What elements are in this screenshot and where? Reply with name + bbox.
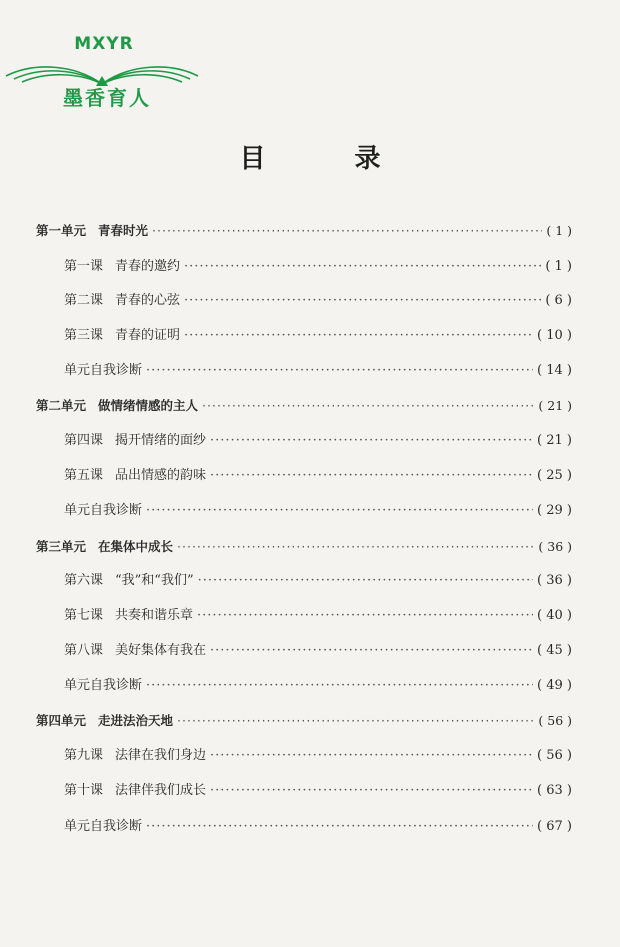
dot-leader (202, 396, 534, 416)
toc-lesson-row[interactable] (64, 571, 572, 591)
toc-lesson-row[interactable] (64, 466, 572, 486)
toc-lesson-row[interactable] (64, 431, 572, 451)
dot-leader (184, 326, 533, 346)
toc-entry-label (64, 676, 142, 696)
toc-entry-title: 青春时光 (98, 223, 149, 238)
toc-page-number: ( 1 ) (545, 259, 572, 274)
toc-entry-number: 第一单元 (36, 223, 87, 238)
toc-entry-title: 青春的邀约 (115, 259, 181, 274)
toc-entry-title: 法律在我们身边 (115, 748, 207, 763)
toc-entry-number: 第二课 (64, 293, 104, 308)
dot-leader (210, 781, 533, 801)
dot-leader (146, 361, 533, 381)
toc-entry-number: 第一课 (64, 259, 104, 274)
toc-entry-title: 单元自我诊断 (64, 363, 143, 378)
toc-entry-label (64, 326, 180, 346)
toc-page-number: ( 21 ) (537, 433, 572, 448)
toc-page-number: ( 45 ) (537, 643, 572, 658)
toc-entry-label (36, 221, 148, 241)
toc-page-number: ( 6 ) (545, 293, 572, 308)
toc-entry-number: 第四课 (64, 433, 104, 448)
toc-entry-number: 第七课 (64, 608, 104, 623)
toc-entry-label (64, 571, 194, 591)
toc-entry-number: 第八课 (64, 643, 104, 658)
dot-leader (210, 431, 533, 451)
toc-page-number: ( 40 ) (537, 608, 572, 623)
toc-entry-label (64, 361, 142, 381)
toc-entry-label (64, 817, 142, 837)
toc-entry-title: 做情绪情感的主人 (98, 398, 199, 413)
toc-entry-title: 在集体中成长 (98, 539, 174, 554)
toc-entry-title: 青春的心弦 (115, 293, 181, 308)
logo-name-text: 墨香育人 (63, 86, 151, 110)
toc-entry-label (64, 781, 206, 801)
dot-leader (210, 641, 533, 661)
toc-unit-row[interactable] (36, 396, 572, 416)
toc-entry-number: 第五课 (64, 468, 104, 483)
toc-entry-label (64, 746, 206, 766)
toc-lesson-row[interactable] (64, 746, 572, 766)
toc-unit-row[interactable] (36, 711, 572, 731)
toc-entry-label (64, 606, 193, 626)
toc-lesson-row[interactable] (64, 361, 572, 381)
toc-page-number: ( 1 ) (546, 223, 572, 238)
dot-leader (177, 537, 534, 557)
toc-page-number: ( 10 ) (537, 328, 572, 343)
toc-lesson-row[interactable] (64, 641, 572, 661)
toc-entry-title: 美好集体有我在 (115, 643, 207, 658)
toc-page-number: ( 56 ) (537, 748, 572, 763)
toc-unit-row[interactable] (36, 221, 572, 241)
toc-lesson-row[interactable] (64, 291, 572, 311)
page-title: 目 录 (239, 144, 421, 174)
toc-entry-title: 共奏和谐乐章 (115, 608, 194, 623)
toc-entry-number: 第四单元 (36, 713, 87, 728)
toc-entry-number: 第三单元 (36, 539, 87, 554)
dot-leader (184, 291, 541, 311)
toc-entry-title: 法律伴我们成长 (115, 783, 207, 798)
toc-entry-number: 第九课 (64, 748, 104, 763)
dot-leader (210, 466, 533, 486)
toc-page-number: ( 67 ) (537, 819, 572, 834)
toc-entry-title: 单元自我诊断 (64, 819, 143, 834)
toc-unit-row[interactable] (36, 537, 572, 557)
toc-entry-title: “我”和“我们” (115, 573, 194, 588)
toc-entry-title: 品出情感的韵味 (115, 468, 207, 483)
toc-lesson-row[interactable] (64, 606, 572, 626)
toc-page-number: ( 25 ) (537, 468, 572, 483)
toc-lesson-row[interactable] (64, 257, 572, 277)
toc-entry-label (64, 641, 206, 661)
dot-leader (146, 501, 533, 521)
toc-lesson-row[interactable] (64, 781, 572, 801)
toc-entry-number: 第十课 (64, 783, 104, 798)
logo-brand-text: MXYR (74, 34, 134, 54)
toc-entry-number: 第三课 (64, 328, 104, 343)
dot-leader (146, 676, 533, 696)
toc-lesson-row[interactable] (64, 501, 572, 521)
toc-entry-label (36, 396, 198, 416)
toc-entry-title: 走进法治天地 (98, 713, 174, 728)
toc-entry-label (36, 711, 173, 731)
toc-entry-title: 青春的证明 (115, 328, 181, 343)
dot-leader (198, 571, 533, 591)
toc-entry-number: 第六课 (64, 573, 104, 588)
toc-entry-label (64, 501, 142, 521)
toc-entry-label (64, 431, 206, 451)
toc-page-number: ( 36 ) (538, 539, 572, 554)
toc-entry-title: 揭开情绪的面纱 (115, 433, 207, 448)
dot-leader (146, 817, 533, 837)
dot-leader (177, 711, 534, 731)
toc-page-number: ( 49 ) (537, 678, 572, 693)
toc-page-number: ( 29 ) (537, 503, 572, 518)
brand-logo (4, 32, 200, 112)
dot-leader (152, 221, 542, 241)
toc-page-number: ( 36 ) (537, 573, 572, 588)
toc-lesson-row[interactable] (64, 326, 572, 346)
toc-entry-title: 单元自我诊断 (64, 503, 143, 518)
toc-lesson-row[interactable] (64, 676, 572, 696)
toc-entry-label (64, 257, 180, 277)
dot-leader (184, 257, 541, 277)
toc-entry-label (64, 466, 206, 486)
toc-page-number: ( 63 ) (537, 783, 572, 798)
toc-page-number: ( 21 ) (538, 398, 572, 413)
toc-entry-title: 单元自我诊断 (64, 678, 143, 693)
toc-entry-number: 第二单元 (36, 398, 87, 413)
toc-lesson-row[interactable] (64, 817, 572, 837)
toc-entry-label (36, 537, 173, 557)
dot-leader (210, 746, 533, 766)
toc-page-number: ( 14 ) (537, 363, 572, 378)
toc-page-number: ( 56 ) (538, 713, 572, 728)
toc-entry-label (64, 291, 180, 311)
dot-leader (197, 606, 533, 626)
